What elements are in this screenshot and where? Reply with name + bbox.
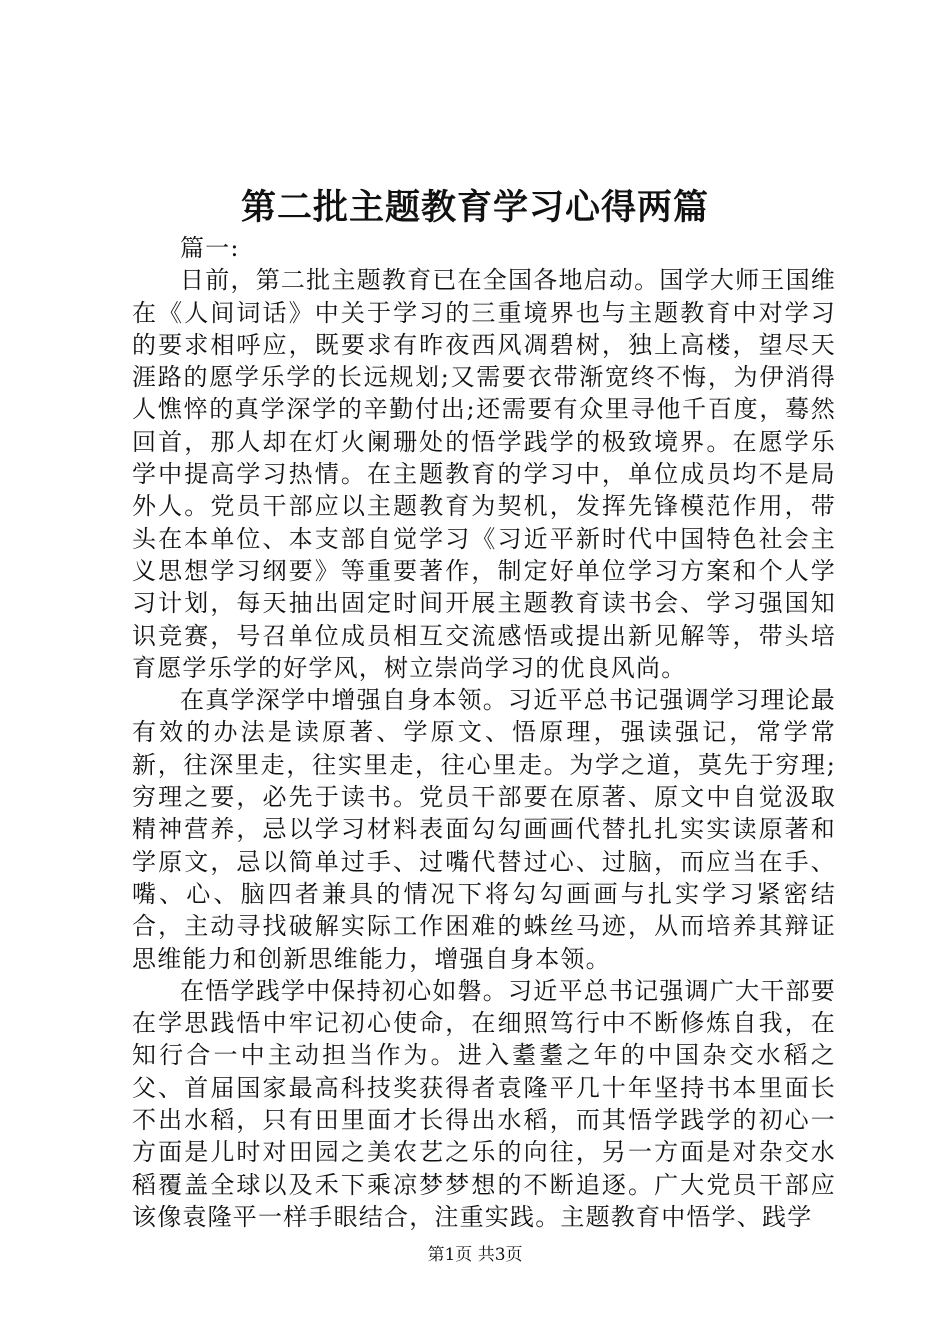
- paragraph-3: 在悟学践学中保持初心如磐。习近平总书记强调广大干部要在学思践悟中牢记初心使命，在细照笃行中不断修炼自我，在知行合一中主动担当作为。进入耋耋之年的中国杂交水稻之父、首届国家最高科技奖获得者袁隆平几十年坚持书本里面长不出水稻，只有田里面才长得出水稻，而其悟学践学的初心一方面是儿时对田园之美农艺之乐的向往，另一方面是对杂交水稻覆盖全球以及禾下乘凉梦梦想的不断追逐。广大党员干部应该像袁隆平一样手眼结合，注重实践。主题教育中悟学、践学: [132, 976, 836, 1231]
- document-body: [132, 232, 836, 1233]
- page-number-footer: 第1页 共3页: [427, 1245, 523, 1265]
- paragraph-2: 在真学深学中增强自身本领。习近平总书记强调学习理论最有效的办法是读原著、学原文、悟原理，强读强记，常学常新，往深里走，往实里走，往心里走。为学之道，莫先于穷理;穷理之要，必先于读书。党员干部要在原著、原文中自觉汲取精神营养，忌以学习材料表面勾勾画画代替扎扎实实读原著和学原文，忌以简单过手、过嘴代替过心、过脑，而应当在手、嘴、心、脑四者兼具的情况下将勾勾画画与扎实学习紧密结合，主动寻找破解实际工作困难的蛛丝马迹，从而培养其辩证思维能力和创新思维能力，增强自身本领。: [132, 686, 836, 973]
- section-label: 篇一:: [180, 234, 240, 262]
- paragraph-1: 日前，第二批主题教育已在全国各地启动。国学大师王国维在《人间词话》中关于学习的三重境界也与主题教育中对学习的要求相呼应，既要求有昨夜西风凋碧树，独上高楼，望尽天涯路的愿学乐学的长远规划;又需要衣带渐宽终不悔，为伊消得人憔悴的真学深学的辛勤付出;还需要有众里寻他千百度，蓦然回首，那人却在灯火阑珊处的悟学践学的极致境界。在愿学乐学中提高学习热情。在主题教育的学习中，单位成员均不是局外人。党员干部应以主题教育为契机，发挥先锋模范作用，带头在本单位、本支部自觉学习《习近平新时代中国特色社会主义思想学习纲要》等重要著作，制定好单位学习方案和个人学习计划，每天抽出固定时间开展主题教育读书会、学习强国知识竞赛，号召单位成员相互交流感悟或提出新见解等，带头培育愿学乐学的好学风，树立崇尚学习的优良风尚。: [132, 266, 836, 682]
- document-title: 第二批主题教育学习心得两篇: [240, 187, 709, 228]
